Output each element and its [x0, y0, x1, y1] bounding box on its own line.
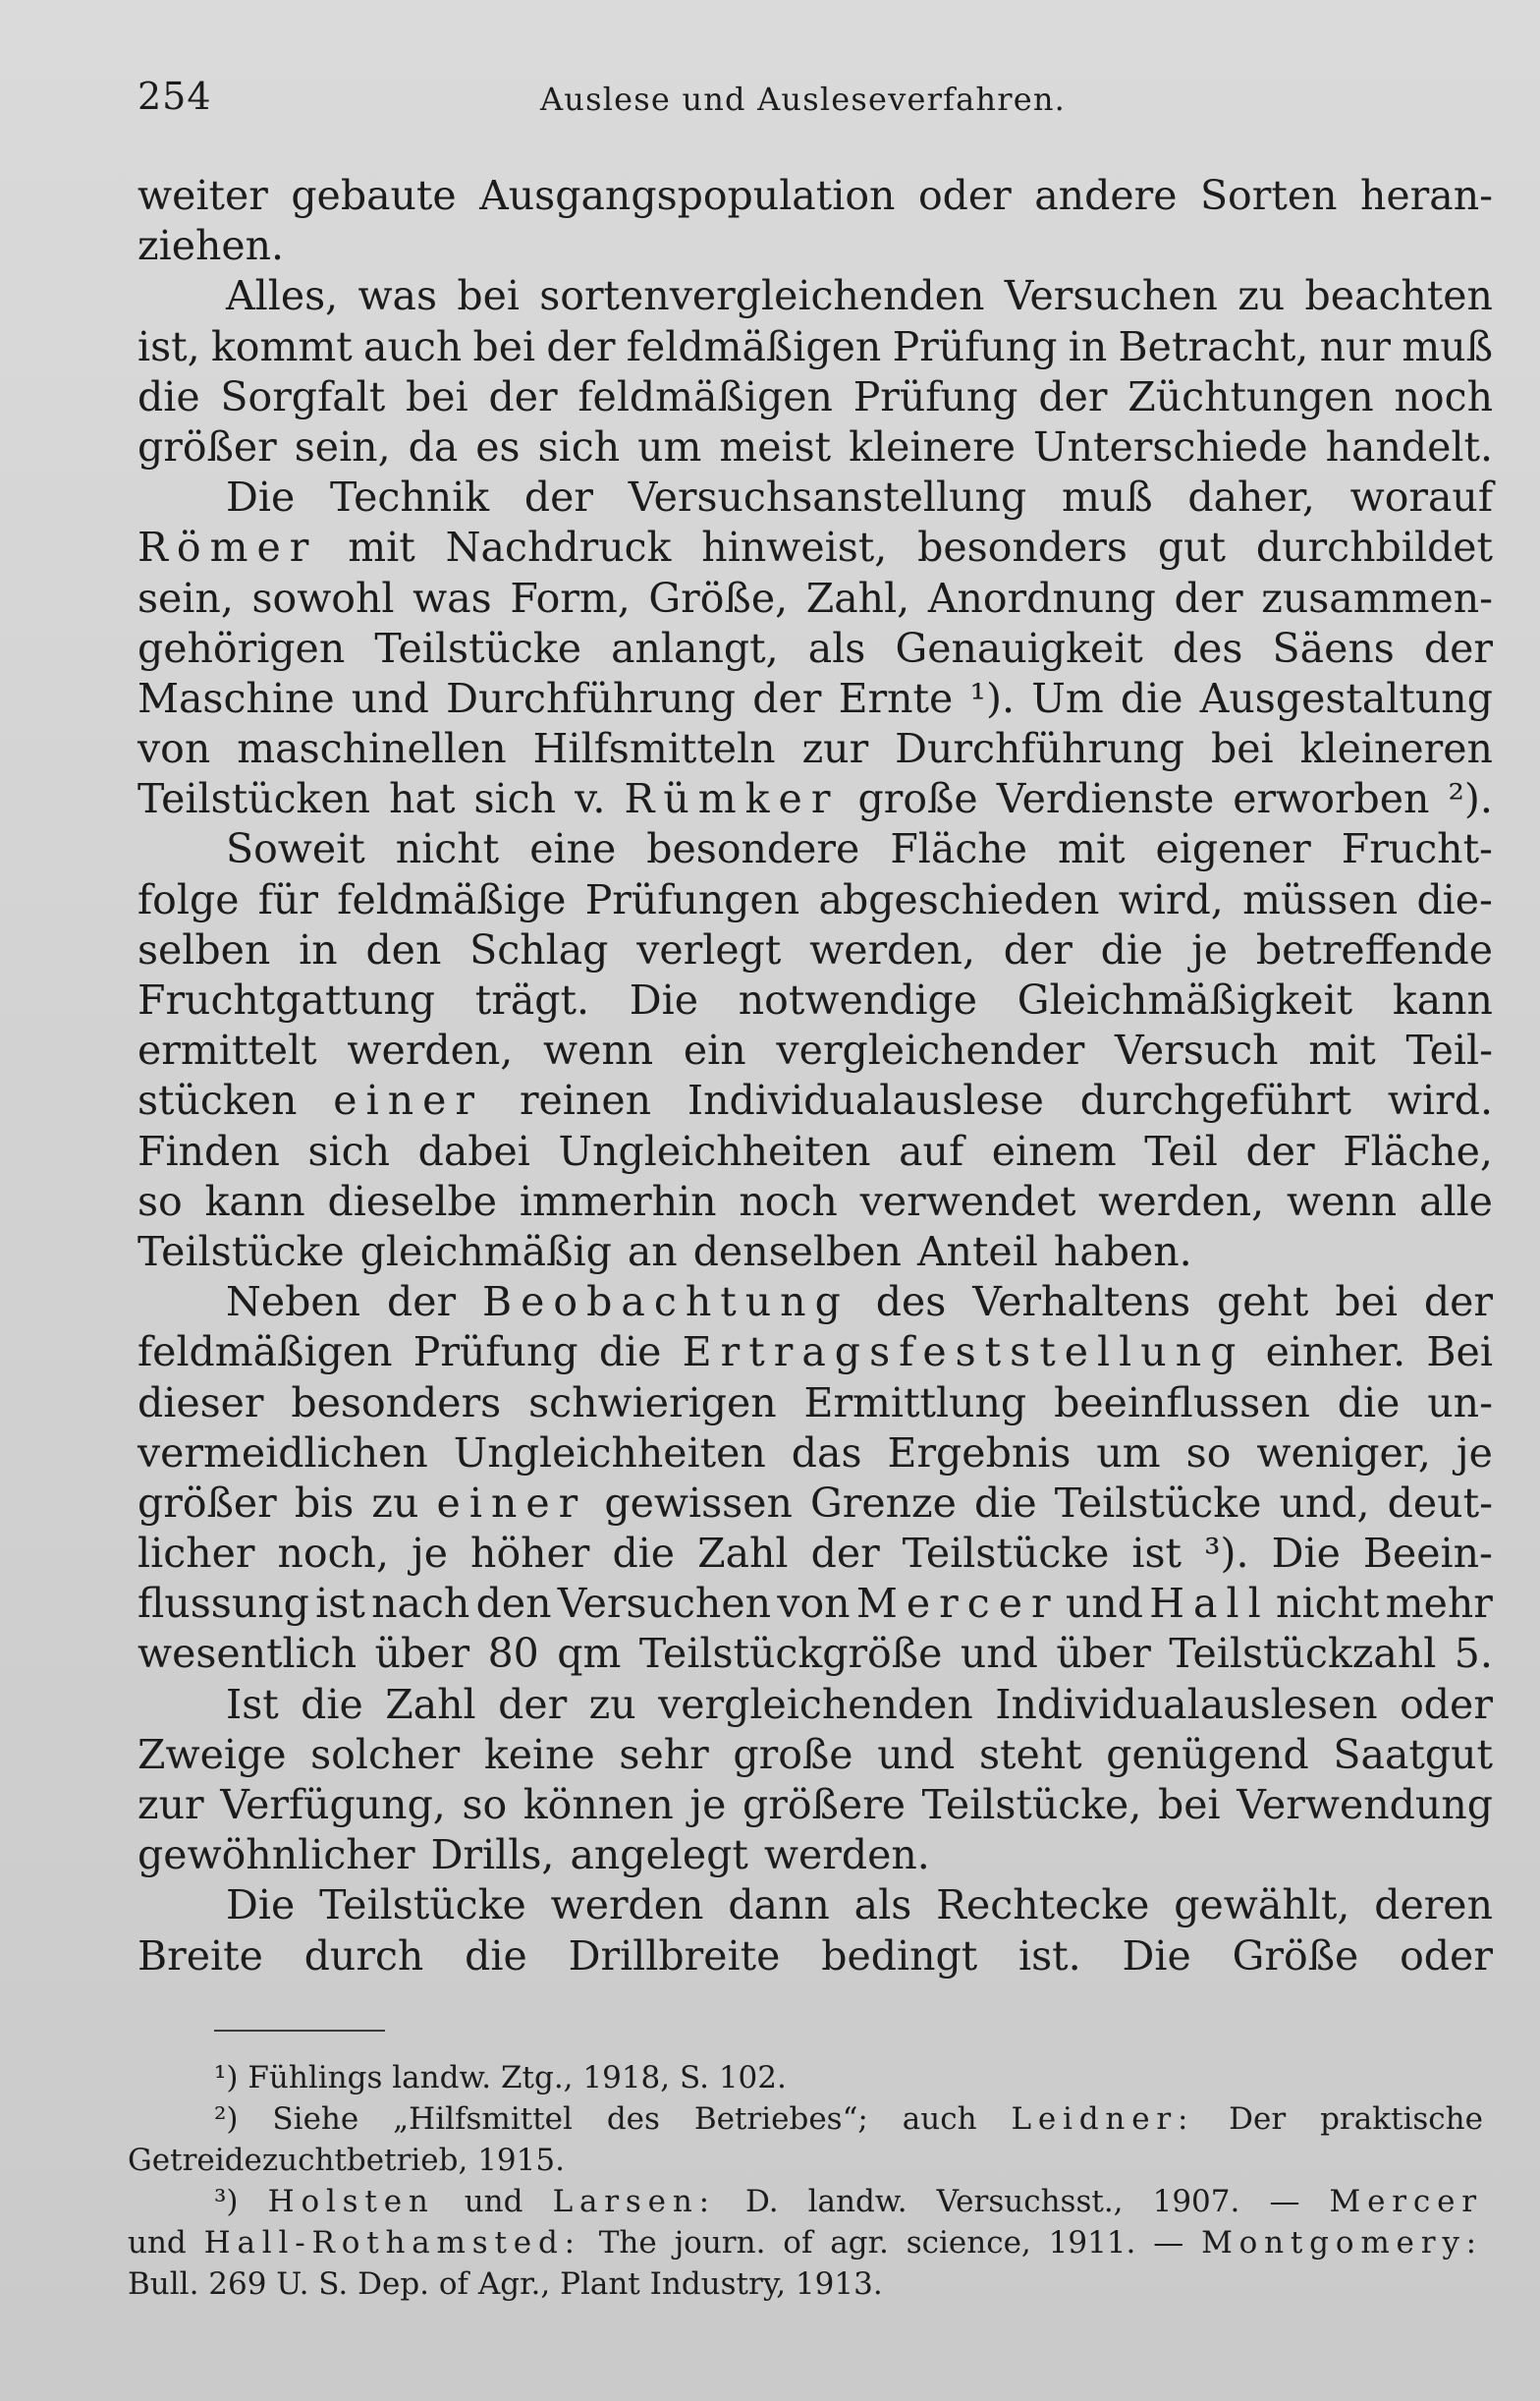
text-line: zur Verfügung, so können je größere Teilstücke, bei Verwendung: [138, 1781, 1493, 1828]
text-line: dieser besonders schwierigen Ermittlung beeinflussen die un-: [138, 1378, 1493, 1426]
text-line: Maschine und Durchführung der Ernte ¹). Um die Ausgestaltung: [138, 674, 1493, 722]
text-line: Teilstücken hat sich v. Rümker große Verdienste erworben ²).: [138, 775, 1493, 823]
text-line: weiter gebaute Ausgangspopulation oder andere Sorten heran-: [138, 172, 1493, 219]
body-text: [138, 171, 1493, 1982]
footnotes: [128, 2057, 1483, 2305]
running-title: Auslese und Ausleseverfahren.: [540, 81, 1067, 118]
text-line: folge für feldmäßige Prüfungen abgeschieden wird, müssen die-: [138, 875, 1493, 923]
text-line: Römer mit Nachdruck hinweist, besonders gut durchbildet: [138, 524, 1493, 572]
footnote-line: ²) Siehe „Hilfsmittel des Betriebes“; auch Leidner: Der praktische: [214, 2101, 1483, 2137]
text-line: Teilstücke gleichmäßig an denselben Anteil haben.: [138, 1227, 1192, 1275]
running-head: [138, 75, 1493, 134]
footnote-line: Bull. 269 U. S. Dep. of Agr., Plant Industry, 1913.: [128, 2266, 883, 2302]
text-line: so kann dieselbe immerhin noch verwendet werden, wenn alle: [138, 1177, 1493, 1225]
text-line: Fruchtgattung trägt. Die notwendige Gleichmäßigkeit kann: [138, 977, 1493, 1024]
text-line: feldmäßigen Prüfung die Ertragsfeststellung einher. Bei: [138, 1328, 1493, 1376]
text-line: stücken einer reinen Individualauslese durchgeführt wird.: [138, 1077, 1493, 1125]
text-line: die Sorgfalt bei der feldmäßigen Prüfung der Züchtungen noch: [138, 372, 1493, 420]
text-line: wesentlich über 80 qm Teilstückgröße und über Teilstückzahl 5.: [138, 1630, 1493, 1678]
page-number: 254: [138, 75, 212, 118]
text-line: licher noch, je höher die Zahl der Teilstücke ist ³). Die Beein-: [138, 1530, 1493, 1578]
text-line: ermittelt werden, wenn ein vergleichender Versuch mit Teil-: [138, 1027, 1493, 1075]
text-line: Breite durch die Drillbreite bedingt ist. Die Größe oder: [138, 1931, 1493, 1980]
text-line: gewöhnlicher Drills, angelegt werden.: [138, 1831, 930, 1879]
footnote-rule: [214, 2030, 385, 2032]
text-line: Soweit nicht eine besondere Fläche mit eigener Frucht-: [226, 825, 1493, 873]
text-line: größer sein, da es sich um meist kleinere Unterschiede handelt.: [138, 422, 1493, 471]
text-line: Neben der Beobachtung des Verhaltens geht bei der: [226, 1278, 1493, 1326]
text-line: Die Technik der Versuchsanstellung muß daher, worauf: [226, 474, 1493, 522]
text-line: gehörigen Teilstücke anlangt, als Genauigkeit des Säens der: [138, 624, 1493, 672]
text-line: ist, kommt auch bei der feldmäßigen Prüfung in Betracht, nur muß: [138, 322, 1493, 370]
text-line: vermeidlichen Ungleichheiten das Ergebnis um so weniger, je: [138, 1428, 1493, 1477]
text-line: größer bis zu einer gewissen Grenze die Teilstücke und, deut-: [138, 1479, 1493, 1527]
text-line: ziehen.: [138, 222, 285, 270]
footnote-line: ¹) Fühlings landw. Ztg., 1918, S. 102.: [214, 2060, 787, 2095]
text-line: sein, sowohl was Form, Größe, Zahl, Anordnung der zusammen-: [138, 574, 1493, 622]
text-line: Alles, was bei sortenvergleichenden Versuchen zu beachten: [226, 272, 1493, 320]
text-line: selben in den Schlag verlegt werden, der die je betreffende: [138, 925, 1493, 974]
footnote-line: ³) Holsten und Larsen: D. landw. Versuchsst., 1907. — Mercer: [214, 2184, 1483, 2219]
footnote-line: und Hall-Rothamsted: The journ. of agr. science, 1911. — Montgomery:: [128, 2225, 1483, 2261]
text-line: flussung ist nach den Versuchen von Mercer und Hall nicht mehr: [138, 1580, 1493, 1628]
text-line: Zweige solcher keine sehr große und steht genügend Saatgut: [138, 1730, 1493, 1778]
text-line: Die Teilstücke werden dann als Rechtecke gewählt, deren: [226, 1881, 1493, 1929]
text-line: von maschinellen Hilfsmitteln zur Durchführung bei kleineren: [138, 725, 1493, 773]
text-line: Finden sich dabei Ungleichheiten auf einem Teil der Fläche,: [138, 1127, 1493, 1175]
footnote-line: Getreidezuchtbetrieb, 1915.: [128, 2143, 565, 2178]
text-line: Ist die Zahl der zu vergleichenden Individualauslesen oder: [226, 1680, 1493, 1728]
